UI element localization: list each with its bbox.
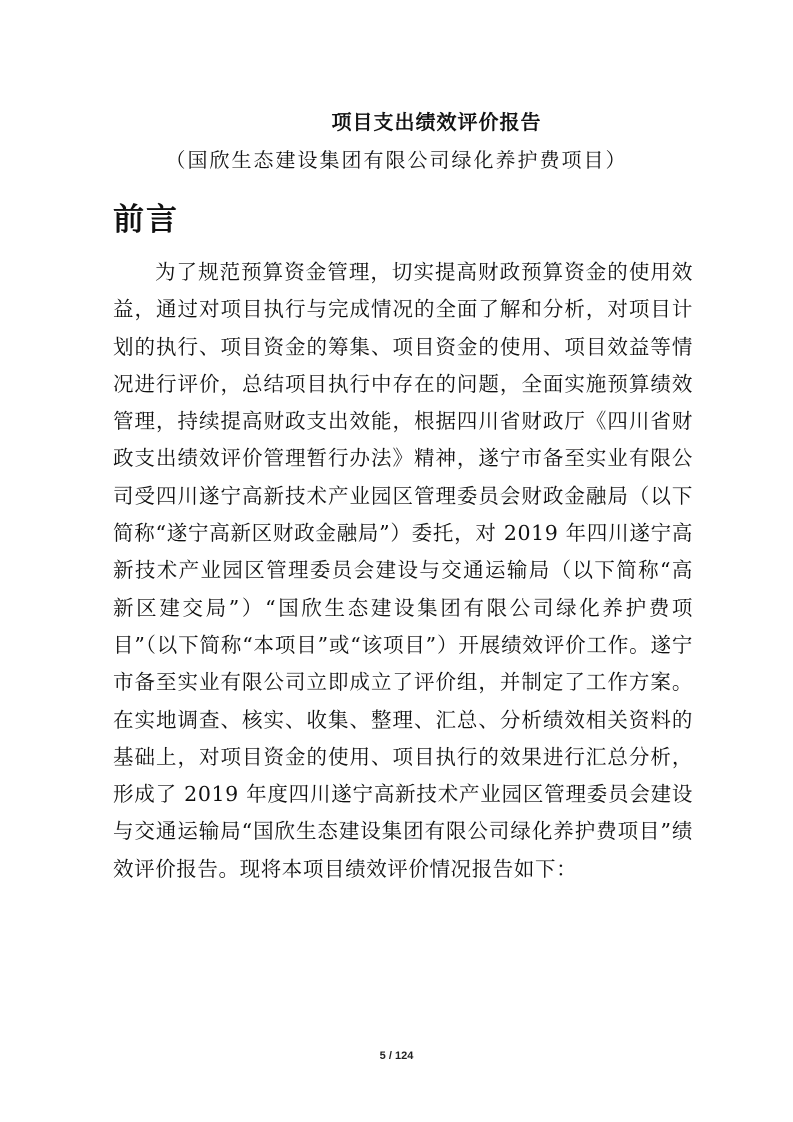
document-subtitle: （国欣生态建设集团有限公司绿化养护费项目） <box>165 148 628 172</box>
preface-paragraph: 为了规范预算资金管理，切实提高财政预算资金的使用效益，通过对项目执行与完成情况的全面了解和分析，对项目计划的执行、项目资金的筹集、项目资金的使用、项目效益等情况进行评价，总结项目执行中存在的问题，全面实施预算绩效管理，持续提高财政支出效能，根据四川省财政厅《四川省财政支出绩效评价管理暂行办法》精神，遂宁市备至实业有限公司受四川遂宁高新技术产业园区管理委员会财政金融局（以下简称“遂宁高新区财政金融局”）委托，对 2019 年四川遂宁高新技术产业园区管理委员会建设与交通运输局（以下简称“高新区建交局”）“国欣生态建设集团有限公司绿化养护费项目”（以下简称“本项目”或“该项目”）开展绩效评价工作。遂宁市备至实业有限公司立即成立了评价组，并制定了工作方案。在实地调查、核实、收集、整理、汇总、分析绩效相关资料的基础上，对项目资金的使用、项目执行的效果进行汇总分析，形成了 2019 年度四川遂宁高新技术产业园区管理委员会建设与交通运输局“国欣生态建设集团有限公司绿化养护费项目”绩效评价报告。现将本项目绩效评价情况报告如下： <box>113 260 693 881</box>
document-title: 项目支出绩效评价报告 <box>331 110 542 134</box>
section-heading-preface: 前言 <box>113 202 179 238</box>
page-number: 5 / 124 <box>379 1050 414 1062</box>
